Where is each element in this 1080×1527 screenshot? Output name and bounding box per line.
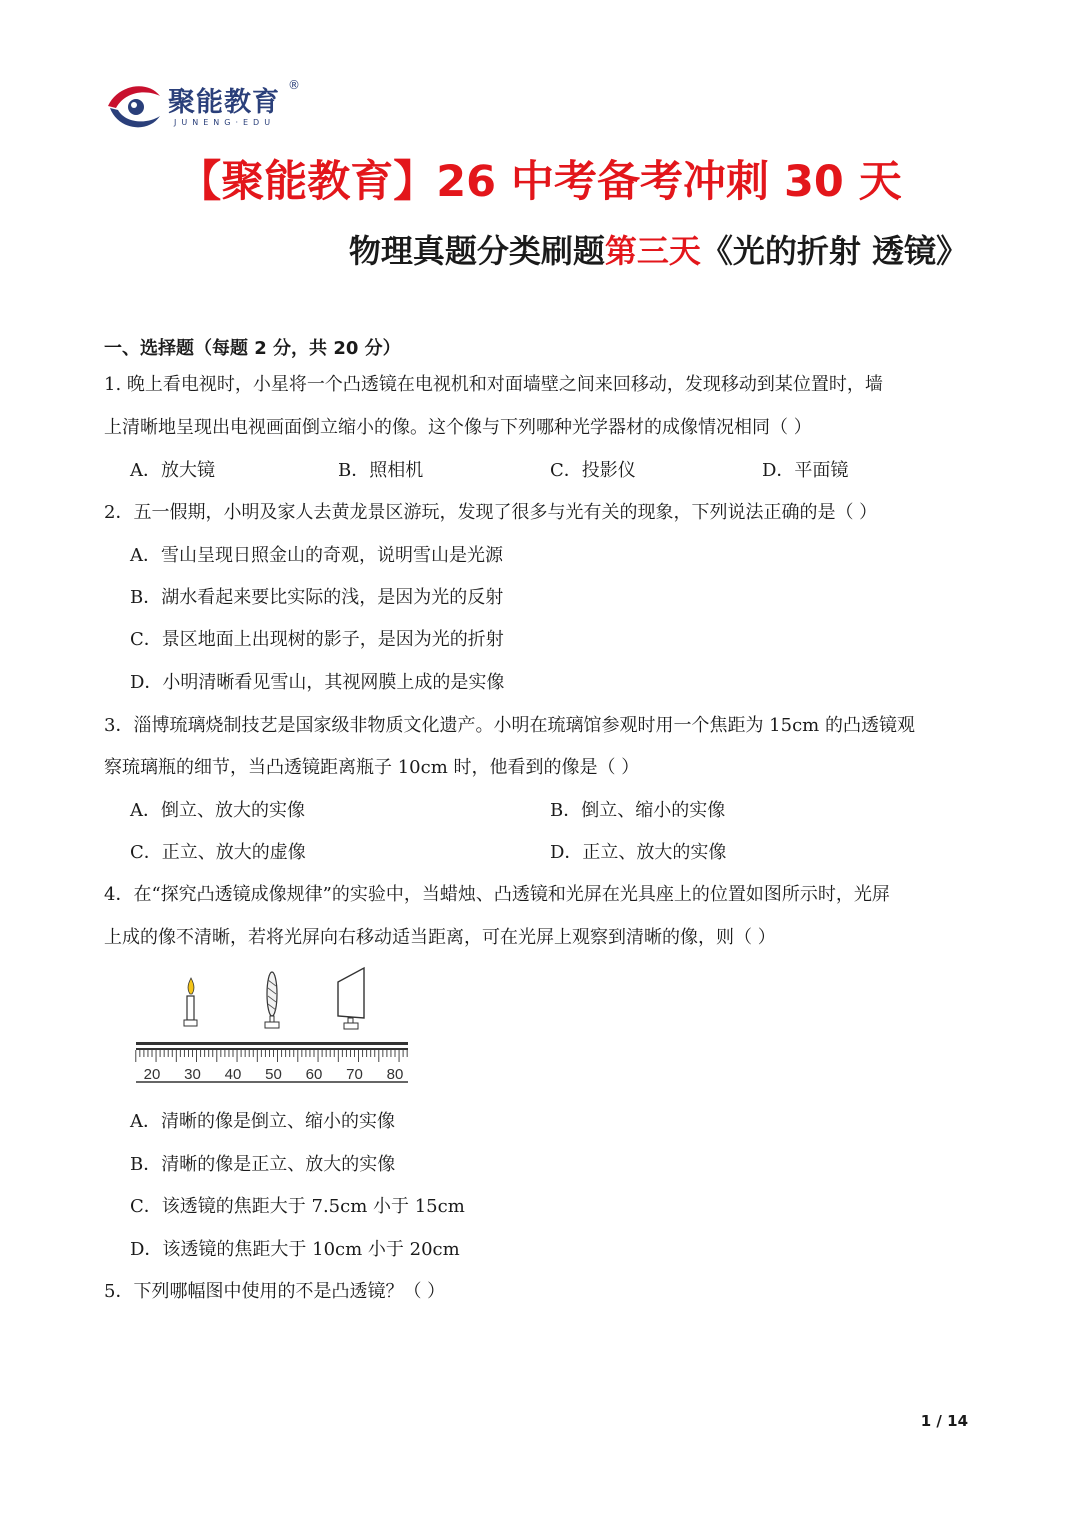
q3-option-a: A．倒立、放大的实像 [130, 800, 305, 821]
q1-line1: 1. 晚上看电视时，小星将一个凸透镜在电视机和对面墙壁之间来回移动，发现移动到某位置时，墙 [104, 374, 883, 395]
q1-option-a: A．放大镜 [130, 460, 215, 481]
ruler-ticks [136, 1050, 407, 1062]
q3-option-d: D．正立、放大的实像 [550, 842, 727, 863]
q4-line2: 上成的像不清晰，若将光屏向右移动适当距离，可在光屏上观察到清晰的像，则（ ） [104, 927, 776, 948]
q4-option-a: A．清晰的像是倒立、缩小的实像 [130, 1111, 395, 1132]
logo-name: 聚能教育 [168, 87, 280, 118]
q1-line2: 上清晰地呈现出电视画面倒立缩小的像。这个像与下列哪种光学器材的成像情况相同（ ） [104, 417, 812, 438]
q2-option-d: D．小明清晰看见雪山，其视网膜上成的是实像 [130, 672, 505, 693]
optical-bench-figure [130, 962, 415, 1087]
q4-option-d: D．该透镜的焦距大于 10cm 小于 20cm [130, 1239, 460, 1260]
candle-icon [184, 978, 197, 1026]
ruler-tick-label: 80 [386, 1066, 404, 1083]
q4-line1: 4．在“探究凸透镜成像规律”的实验中，当蜡烛、凸透镜和光屏在光具座上的位置如图所示时，光屏 [104, 884, 890, 905]
logo-registered-mark: ® [288, 78, 300, 92]
page-number: 1 / 14 [920, 1412, 968, 1430]
q4-option-c: C．该透镜的焦距大于 7.5cm 小于 15cm [130, 1196, 465, 1217]
sub-title [349, 226, 968, 272]
ruler-tick-label: 70 [346, 1066, 363, 1083]
q3-option-c: C．正立、放大的虚像 [130, 842, 306, 863]
brand-logo [104, 78, 304, 134]
q1-option-d: D．平面镜 [762, 460, 849, 481]
section-heading: 一、选择题（每题 2 分，共 20 分） [104, 338, 401, 359]
q3-option-b: B．倒立、缩小的实像 [550, 800, 726, 821]
q3-line1: 3．淄博琉璃烧制技艺是国家级非物质文化遗产。小明在琉璃馆参观时用一个焦距为 15cm 的凸透镜观 [104, 715, 915, 736]
q2-option-c: C．景区地面上出现树的影子，是因为光的折射 [130, 629, 504, 650]
ruler-tick-label: 60 [305, 1066, 323, 1083]
convex-lens-icon [265, 972, 279, 1028]
q2-option-b: B．湖水看起来要比实际的浅，是因为光的反射 [130, 587, 504, 608]
sub-title-black: 物理真题分类刷题 [348, 232, 605, 270]
ruler-tick-label: 50 [265, 1066, 282, 1083]
sub-title-red: 第三天 [604, 232, 701, 270]
q2-line1: 2．五一假期，小明及家人去黄龙景区游玩，发现了很多与光有关的现象，下列说法正确的是（ ） [104, 502, 878, 523]
optical-bench-diagram [130, 962, 415, 1087]
logo-subtitle: JUNENG·EDU [174, 118, 276, 127]
ruler-tick-labels [144, 1066, 404, 1083]
q5-line1: 5．下列哪幅图中使用的不是凸透镜？（ ） [104, 1281, 446, 1302]
q2-option-a: A．雪山呈现日照金山的奇观，说明雪山是光源 [130, 545, 503, 566]
ruler-tick-label: 20 [143, 1066, 161, 1083]
main-title: 【聚能教育】26 中考备考冲刺 30 天 [178, 157, 902, 207]
q1-option-b: B．照相机 [338, 460, 424, 481]
ruler-tick-label: 30 [184, 1066, 201, 1083]
light-screen-icon [338, 968, 364, 1029]
q1-option-c: C．投影仪 [550, 460, 636, 481]
q3-line2: 察琉璃瓶的细节，当凸透镜距离瓶子 10cm 时，他看到的像是（ ） [104, 757, 640, 778]
sub-title-tail: 《光的折射 透镜》 [700, 232, 968, 270]
logo-eye-icon [104, 78, 164, 134]
q4-option-b: B．清晰的像是正立、放大的实像 [130, 1154, 396, 1175]
ruler-tick-label: 40 [224, 1066, 242, 1083]
